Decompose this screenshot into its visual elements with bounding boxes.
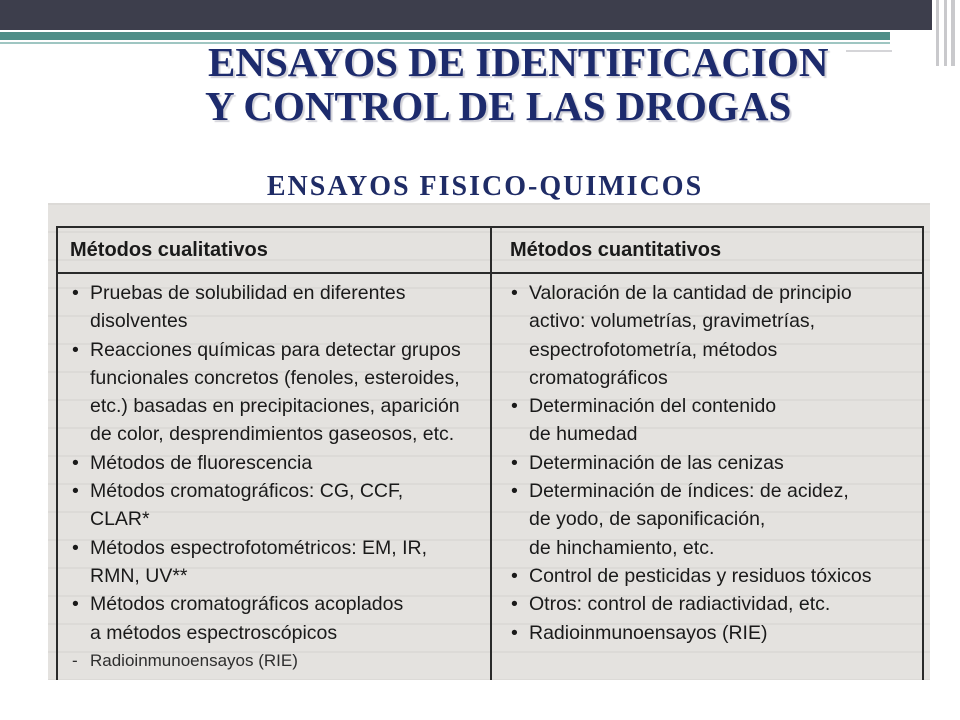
list-item-text: Métodos de fluorescencia	[90, 451, 313, 474]
list-item-text: activo: volumetrías, gravimetrías,	[529, 310, 816, 333]
bullet: •	[72, 536, 79, 559]
header-qualitative: Métodos cualitativos	[70, 239, 268, 261]
list-item	[511, 449, 916, 477]
list-item	[511, 562, 916, 590]
list-item	[511, 279, 916, 392]
slide-title-line-1: ENSAYOS DE IDENTIFICACION	[208, 39, 829, 85]
list-item-text: Reacciones químicas para detectar grupos	[90, 338, 461, 361]
list-item	[511, 590, 916, 618]
list-item-text: etc.) basadas en precipitaciones, aparición	[90, 395, 460, 418]
bullet: •	[511, 480, 518, 503]
list-item	[511, 392, 916, 449]
list-item	[72, 590, 484, 647]
list-item-text: Otros: control de radiactividad, etc.	[529, 593, 831, 616]
list-item-text: Radioinmunoensayos (RIE)	[90, 650, 298, 670]
bullet: •	[511, 395, 518, 418]
quantitative-list	[511, 279, 916, 647]
list-item-text: Métodos cromatográficos acoplados	[90, 593, 404, 616]
methods-table	[56, 226, 924, 680]
bullet: •	[511, 451, 518, 474]
list-item-text: espectrofotometría, métodos	[529, 338, 778, 361]
column-divider	[490, 228, 492, 680]
list-item	[511, 477, 916, 562]
bullet: •	[72, 282, 79, 304]
list-item-text: Determinación de las cenizas	[529, 451, 784, 474]
list-item-text: de humedad	[529, 423, 638, 446]
bullet: •	[72, 480, 79, 503]
list-item-text: RMN, UV**	[90, 564, 188, 587]
bullet: •	[511, 621, 518, 644]
list-item-text: CLAR*	[90, 508, 150, 531]
list-item	[72, 279, 484, 336]
list-item	[511, 619, 916, 647]
list-item	[72, 449, 484, 477]
list-item-text: Determinación de índices: de acidez,	[529, 480, 849, 503]
list-item-text: Métodos espectrofotométricos: EM, IR,	[90, 536, 428, 559]
list-item-text: a métodos espectroscópicos	[90, 621, 338, 644]
list-item-text: Métodos cromatográficos: CG, CCF,	[90, 480, 404, 503]
bullet: •	[511, 593, 518, 616]
list-item	[72, 477, 484, 534]
list-item-text: Control de pesticidas y residuos tóxicos	[529, 564, 872, 587]
slide-title-line-2: Y CONTROL DE LAS DROGAS	[205, 83, 792, 129]
list-item	[72, 336, 484, 449]
list-item-text: disolventes	[90, 310, 188, 333]
list-item-text: de hinchamiento, etc.	[529, 536, 715, 559]
corner-decoration	[932, 0, 960, 66]
bullet: •	[511, 282, 518, 304]
corner-line	[846, 50, 892, 52]
list-item-text: Radioinmunoensayos (RIE)	[529, 621, 768, 644]
top-bar	[0, 0, 932, 30]
dash-bullet: -	[72, 650, 78, 670]
slide-subtitle: ENSAYOS FISICO-QUIMICOS	[266, 171, 704, 202]
list-item-text: cromatográficos	[529, 366, 668, 389]
bullet: •	[72, 338, 79, 361]
bullet: •	[72, 451, 79, 474]
list-item-text: Valoración de la cantidad de principio	[529, 282, 852, 304]
list-item-text: de color, desprendimientos gaseosos, etc.	[90, 423, 455, 446]
list-item	[72, 534, 484, 591]
list-item-text: Determinación del contenido	[529, 395, 777, 418]
qualitative-list	[72, 279, 484, 675]
list-item-text: de yodo, de saponificación,	[529, 508, 766, 531]
list-item	[72, 647, 484, 675]
list-item-text: Pruebas de solubilidad en diferentes	[90, 282, 406, 304]
list-item-text: funcionales concretos (fenoles, esteroides,	[90, 366, 460, 389]
header-quantitative: Métodos cuantitativos	[510, 239, 722, 261]
bullet: •	[72, 593, 79, 616]
bullet: •	[511, 564, 518, 587]
